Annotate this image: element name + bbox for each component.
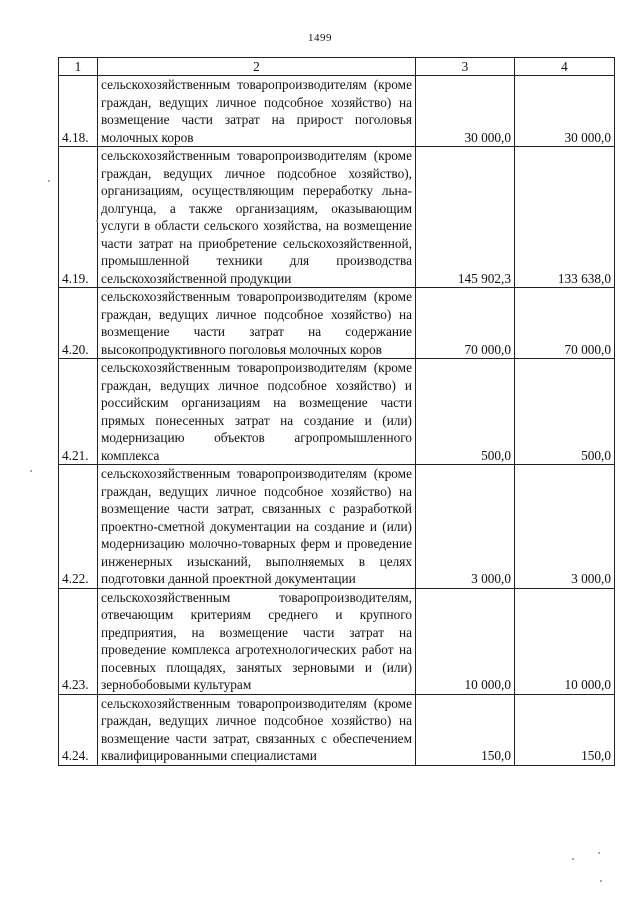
row-amount-col4: 500,0 bbox=[515, 359, 615, 465]
table-row bbox=[59, 76, 615, 147]
row-number: 4.23. bbox=[59, 588, 98, 694]
row-number: 4.20. bbox=[59, 288, 98, 359]
row-number: 4.22. bbox=[59, 465, 98, 589]
table-row bbox=[59, 359, 615, 465]
row-amount-col4: 133 638,0 bbox=[515, 147, 615, 288]
row-number: 4.21. bbox=[59, 359, 98, 465]
row-description: сельскохозяйственным товаропроизводителям (кроме граждан, ведущих личное подсобное хозяйство) на возмещение части затрат на содержание высокопродуктивного поголовья молочных коров bbox=[98, 288, 416, 359]
row-amount-col4: 30 000,0 bbox=[515, 76, 615, 147]
row-amount-col3: 70 000,0 bbox=[416, 288, 515, 359]
table-row bbox=[59, 147, 615, 288]
table-row bbox=[59, 588, 615, 694]
row-amount-col3: 30 000,0 bbox=[416, 76, 515, 147]
row-description: сельскохозяйственным товаропроизводителям (кроме граждан, ведущих личное подсобное хозяйство) на возмещение части затрат, связанных с разработкой проектно-сметной документации на создание и (или) модернизацию молочно-товарных ферм и проведение инженерных изысканий, выполняемых в целях подготовки данной проектной документации bbox=[98, 465, 416, 589]
column-header-3: 3 bbox=[416, 58, 515, 76]
row-amount-col3: 3 000,0 bbox=[416, 465, 515, 589]
column-header-2: 2 bbox=[98, 58, 416, 76]
column-header-1: 1 bbox=[59, 58, 98, 76]
row-amount-col4: 70 000,0 bbox=[515, 288, 615, 359]
table-row bbox=[59, 694, 615, 765]
table-header-row bbox=[59, 58, 615, 76]
row-amount-col3: 145 902,3 bbox=[416, 147, 515, 288]
row-description: сельскохозяйственным товаропроизводителям (кроме граждан, ведущих личное подсобное хозяйство) и российским организациям на возмещение части прямых понесенных затрат на создание и (или) модернизацию объектов агропромышленного комплекса bbox=[98, 359, 416, 465]
column-header-4: 4 bbox=[515, 58, 615, 76]
table-row bbox=[59, 288, 615, 359]
row-amount-col3: 150,0 bbox=[416, 694, 515, 765]
row-description: сельскохозяйственным товаропроизводителям (кроме граждан, ведущих личное подсобное хозяйство) на возмещение части затрат, связанных с обеспечением квалифицированными специалистами bbox=[98, 694, 416, 765]
row-number: 4.18. bbox=[59, 76, 98, 147]
row-amount-col3: 500,0 bbox=[416, 359, 515, 465]
row-amount-col4: 3 000,0 bbox=[515, 465, 615, 589]
row-description: сельскохозяйственным товаропроизводителям (кроме граждан, ведущих личное подсобное хозяйство) на возмещение части затрат на прирост поголовья молочных коров bbox=[98, 76, 416, 147]
row-amount-col4: 150,0 bbox=[515, 694, 615, 765]
page-number: 1499 bbox=[308, 32, 332, 44]
row-description: сельскохозяйственным товаропроизводителям (кроме граждан, ведущих личное подсобное хозяйство), организациям, осуществляющим переработку льна-долгунца, а также организациям, оказывающим услуги в области сельского хозяйства, на возмещение части затрат на приобретение сельскохозяйственной, промышленной техники для производства сельскохозяйственной продукции bbox=[98, 147, 416, 288]
row-number: 4.24. bbox=[59, 694, 98, 765]
row-number: 4.19. bbox=[59, 147, 98, 288]
row-amount-col4: 10 000,0 bbox=[515, 588, 615, 694]
row-amount-col3: 10 000,0 bbox=[416, 588, 515, 694]
row-description: сельскохозяйственным товаропроизводителям, отвечающим критериям среднего и крупного предприятия, на возмещение части затрат на проведение комплекса агротехнологических работ на посевных площадях, занятых зерновыми и (или) зернобобовыми культурам bbox=[98, 588, 416, 694]
budget-table bbox=[58, 57, 615, 766]
table-row bbox=[59, 465, 615, 589]
